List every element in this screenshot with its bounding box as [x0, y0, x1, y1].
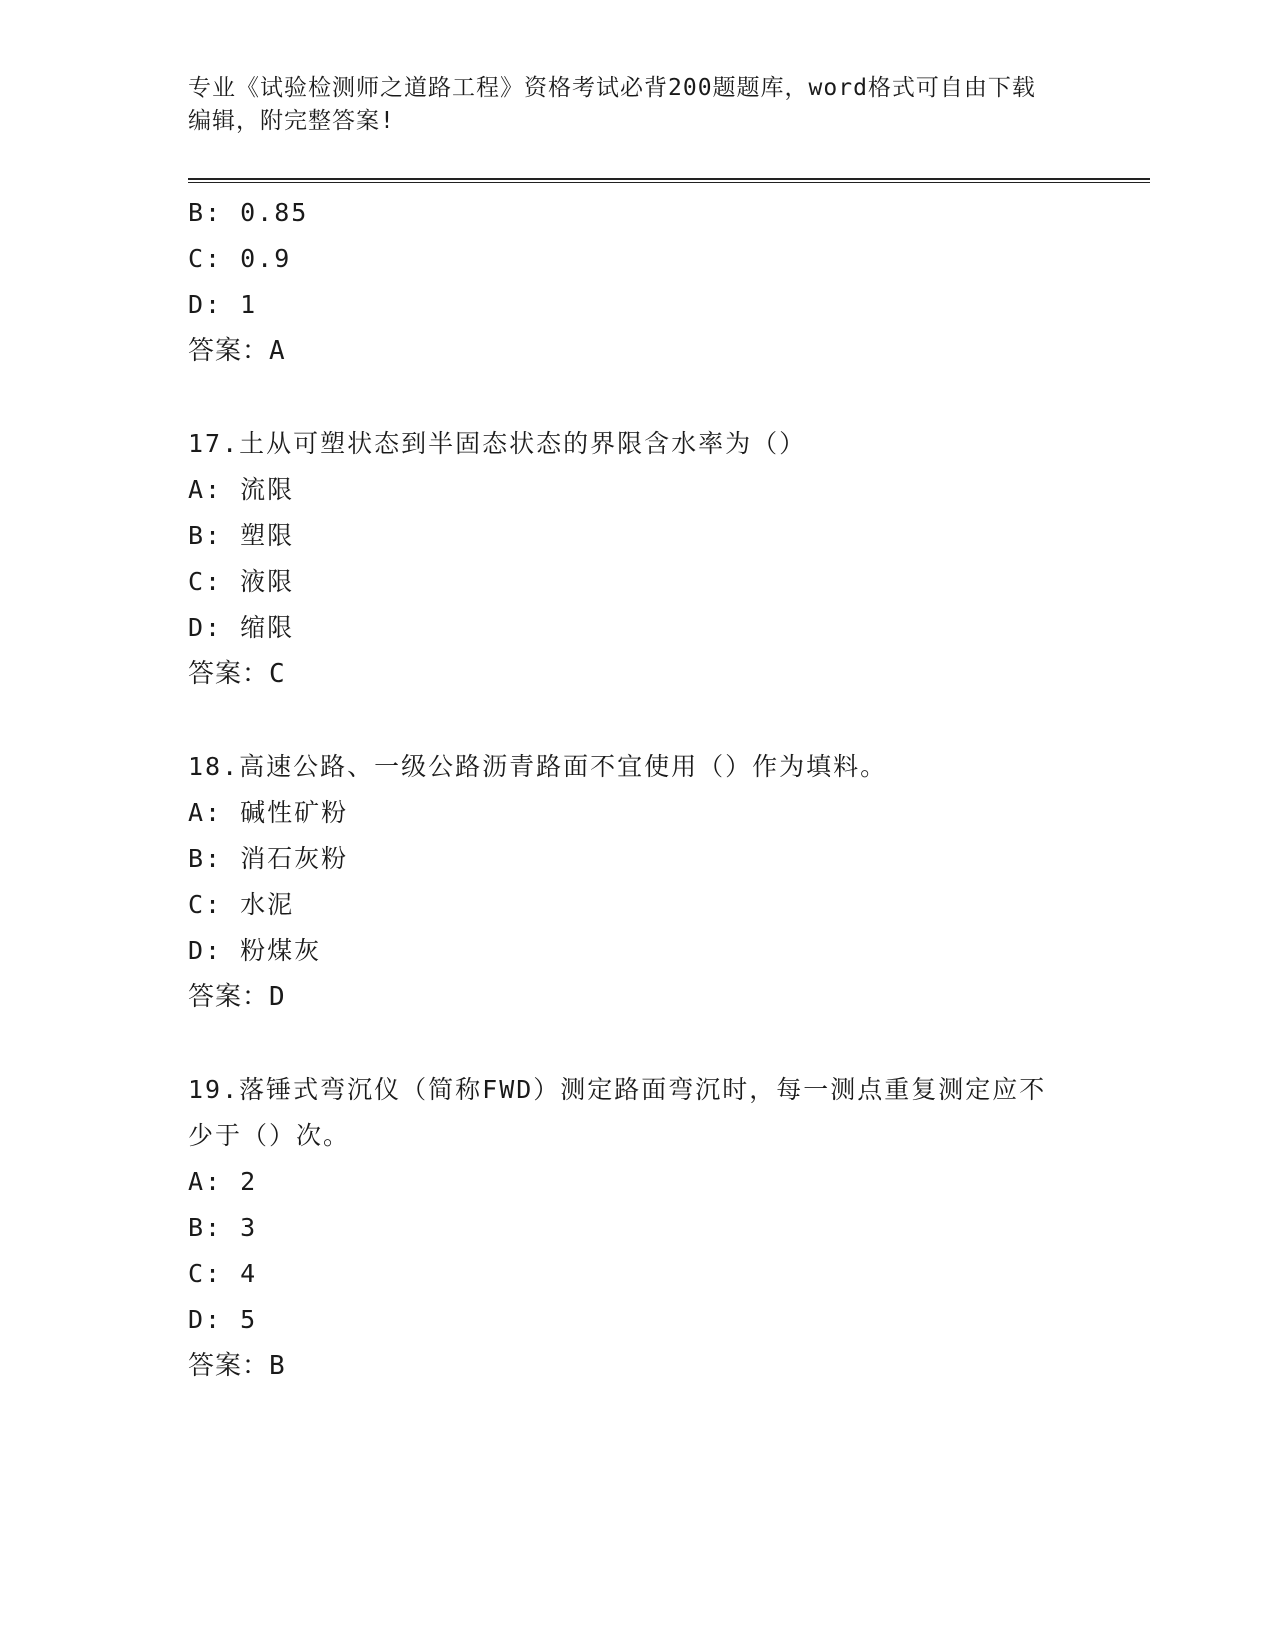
- option-text: 4: [240, 1259, 258, 1288]
- answer-label: 答案：: [188, 1351, 270, 1381]
- option-text: 水泥: [240, 890, 295, 919]
- answer-row: [188, 974, 1088, 1020]
- question-18: [188, 744, 1088, 1020]
- document-header: [188, 72, 1068, 138]
- option-text: 粉煤灰: [240, 936, 322, 965]
- option-text: 2: [240, 1167, 258, 1196]
- option-row: [188, 559, 1088, 605]
- option-row: [188, 1297, 1088, 1343]
- header-divider-thick: [188, 178, 1150, 180]
- option-key: A:: [188, 475, 223, 504]
- answer-label: 答案：: [188, 659, 270, 689]
- option-key: D:: [188, 290, 223, 319]
- question-text: 19.落锤式弯沉仪（简称FWD）测定路面弯沉时，每一测点重复测定应不少于（）次。: [188, 1075, 1047, 1150]
- option-key: C:: [188, 244, 223, 273]
- option-key: C:: [188, 890, 223, 919]
- option-row: [188, 836, 1088, 882]
- option-key: B:: [188, 1213, 223, 1242]
- option-key: B:: [188, 198, 223, 227]
- answer-row: [188, 1343, 1088, 1389]
- option-key: D:: [188, 1305, 223, 1334]
- option-text: 缩限: [240, 613, 295, 642]
- answer-label: 答案：: [188, 336, 270, 366]
- header-line-1: 专业《试验检测师之道路工程》资格考试必背200题题库，word格式可自由下载: [188, 75, 1036, 101]
- option-text: 1: [240, 290, 258, 319]
- question-17: [188, 421, 1088, 697]
- question-19: [188, 1067, 1088, 1389]
- answer-value: D: [269, 982, 286, 1012]
- option-text: 0.85: [240, 198, 309, 227]
- option-key: A:: [188, 798, 223, 827]
- option-key: C:: [188, 567, 223, 596]
- question-text: 18.高速公路、一级公路沥青路面不宜使用（）作为填料。: [188, 752, 888, 781]
- option-row: [188, 190, 1088, 236]
- answer-value: B: [269, 1351, 286, 1381]
- option-key: C:: [188, 1259, 223, 1288]
- option-row: [188, 1205, 1088, 1251]
- option-text: 塑限: [240, 521, 295, 550]
- header-divider-thin: [188, 182, 1150, 183]
- option-text: 3: [240, 1213, 258, 1242]
- option-row: [188, 790, 1088, 836]
- question-list: [188, 190, 1088, 1389]
- option-row: [188, 928, 1088, 974]
- answer-value: C: [269, 659, 286, 689]
- option-text: 流限: [240, 475, 295, 504]
- option-key: D:: [188, 936, 223, 965]
- option-text: 5: [240, 1305, 258, 1334]
- option-row: [188, 236, 1088, 282]
- answer-row: [188, 651, 1088, 697]
- option-row: [188, 605, 1088, 651]
- option-text: 0.9: [240, 244, 292, 273]
- option-key: B:: [188, 844, 223, 873]
- option-row: [188, 1159, 1088, 1205]
- option-key: B:: [188, 521, 223, 550]
- answer-value: A: [269, 336, 286, 366]
- option-row: [188, 513, 1088, 559]
- option-row: [188, 282, 1088, 328]
- option-key: A:: [188, 1167, 223, 1196]
- answer-label: 答案：: [188, 982, 270, 1012]
- option-text: 液限: [240, 567, 295, 596]
- header-line-2: 编辑，附完整答案!: [188, 108, 395, 134]
- option-row: [188, 882, 1088, 928]
- question-text: 17.土从可塑状态到半固态状态的界限含水率为（）: [188, 429, 807, 458]
- option-text: 消石灰粉: [240, 844, 349, 873]
- partial-question: [188, 190, 1088, 374]
- option-row: [188, 467, 1088, 513]
- answer-row: [188, 328, 1088, 374]
- option-row: [188, 1251, 1088, 1297]
- option-key: D:: [188, 613, 223, 642]
- option-text: 碱性矿粉: [240, 798, 349, 827]
